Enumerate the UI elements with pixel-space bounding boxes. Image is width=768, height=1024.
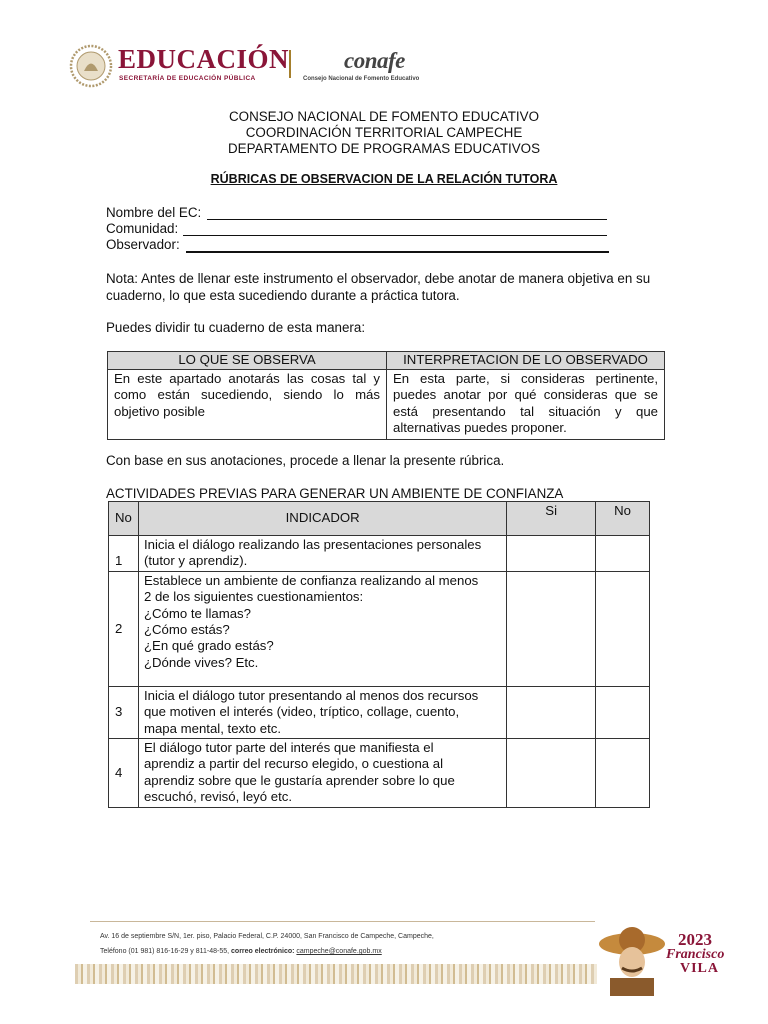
indicator-line: Establece un ambiente de confianza realizando al menos (143, 572, 479, 588)
notebook-header-observa: LO QUE SE OBSERVA (108, 352, 387, 370)
indicator-line: escuchó, revisó, leyó etc. (143, 789, 293, 805)
indicator-line: Inicia el diálogo tutor presentando al menos dos recursos (143, 687, 479, 703)
rubric-table (108, 501, 650, 808)
badge-name-first: Francisco (666, 947, 725, 962)
rubric-no-cell[interactable] (596, 739, 650, 808)
badge-year: 2023 (678, 930, 712, 949)
conafe-logo-subtitle: Consejo Nacional de Fomento Educativo (303, 76, 420, 82)
rubric-row-number: 1 (109, 536, 139, 572)
indicator-line: ¿Dónde vives? Etc. (143, 654, 259, 670)
rubric-row-number: 3 (109, 686, 139, 738)
document-title: RÚBRICAS DE OBSERVACION DE LA RELACIÓN TUTORA (210, 172, 558, 186)
rubric-header-no-answer: No (596, 502, 650, 536)
footer-phone: Teléfono (01 981) 816-16-29 y 811-48-55, (100, 948, 230, 955)
badge-name-last: VILA (680, 961, 720, 976)
notebook-header-interpretacion: INTERPRETACION DE LO OBSERVADO (387, 352, 665, 370)
footer-email-link[interactable]: campeche@conafe.gob.mx (296, 948, 382, 955)
rubric-indicator (138, 686, 506, 738)
footer-email-label: correo electrónico: (231, 948, 295, 955)
institution-line-3: DEPARTAMENTO DE PROGRAMAS EDUCATIVOS (228, 141, 540, 156)
rubric-si-cell[interactable] (507, 571, 596, 686)
rubric-header-si: Si (507, 502, 596, 536)
footer-contact (100, 948, 382, 955)
rubric-si-cell[interactable] (507, 739, 596, 808)
mexico-seal-icon (69, 44, 113, 88)
rubric-no-cell[interactable] (596, 686, 650, 738)
notebook-cell-observa: En este apartado anotarás las cosas tal y como están sucediendo, siendo lo más objetivo posible (108, 370, 387, 440)
indicator-line: que motiven el interés (video, tríptico, collage, cuento, (143, 704, 460, 720)
indicator-line: aprendiz a partir del recurso elegido, o cuestiona al (143, 756, 444, 772)
rubric-indicator (138, 571, 506, 686)
logo-divider (289, 50, 291, 78)
field-label-observador: Observador: (106, 237, 180, 252)
indicator-line: aprendiz sobre que le gustaría aprender sobre lo que (143, 772, 455, 788)
decorative-pattern (75, 964, 597, 984)
rubric-header-no: No (109, 502, 139, 536)
rubric-si-cell[interactable] (507, 686, 596, 738)
rubric-indicator (138, 739, 506, 808)
rubric-no-cell[interactable] (596, 536, 650, 572)
rubric-row-number: 2 (109, 571, 139, 686)
rubric-row-number: 4 (109, 739, 139, 808)
indicator-line: (tutor y aprendiz). (143, 553, 248, 569)
rubric-si-cell[interactable] (507, 536, 596, 572)
field-line-observador[interactable] (186, 251, 609, 253)
note-paragraph: Nota: Antes de llenar este instrumento el observador, debe anotar de manera objetiva en su cuaderno, lo que esta sucediendo durante a práctica tutora. (106, 271, 651, 303)
divide-paragraph: Puedes dividir tu cuaderno de esta manera: (106, 320, 366, 335)
institution-line-2: COORDINACIÓN TERRITORIAL CAMPECHE (245, 125, 523, 140)
rubric-section-title: ACTIVIDADES PREVIAS PARA GENERAR UN AMBIENTE DE CONFIANZA (106, 486, 564, 501)
footer-address: Av. 16 de septiembre S/N, 1er. piso, Palacio Federal, C.P. 24000, San Francisco de Campeche, Campeche, (100, 933, 434, 940)
sep-logo-subtitle: SECRETARÍA DE EDUCACIÓN PÚBLICA (119, 75, 256, 82)
notebook-table (107, 351, 665, 440)
field-label-nombre: Nombre del EC: (106, 205, 202, 220)
table-row (109, 536, 650, 572)
indicator-line: Inicia el diálogo realizando las presentaciones personales (143, 537, 482, 552)
field-line-comunidad[interactable] (183, 235, 607, 236)
table-row (109, 739, 650, 808)
rubric-indicator (138, 536, 506, 572)
field-line-nombre[interactable] (207, 219, 607, 220)
table-row (109, 686, 650, 738)
table-row (109, 571, 650, 686)
base-paragraph: Con base en sus anotaciones, procede a llenar la presente rúbrica. (106, 453, 505, 468)
footer-divider (90, 921, 595, 922)
indicator-line: El diálogo tutor parte del interés que manifiesta el (143, 740, 434, 756)
indicator-line: ¿Cómo estás? (143, 622, 230, 638)
rubric-no-cell[interactable] (596, 571, 650, 686)
indicator-line: ¿En qué grado estás? (143, 638, 274, 654)
field-label-comunidad: Comunidad: (106, 221, 179, 236)
indicator-line: ¿Cómo te llamas? (143, 605, 251, 621)
institution-line-1: CONSEJO NACIONAL DE FOMENTO EDUCATIVO (228, 109, 539, 124)
notebook-cell-interpretacion: En esta parte, si consideras pertinente, puedes anotar por qué consideras que se está presentando tal situación y que alternativas puedes proponer. (387, 370, 665, 440)
indicator-line: 2 de los siguientes cuestionamientos: (143, 589, 364, 605)
conafe-logo-text: conafe (344, 48, 405, 73)
educacion-logo-text: EDUCACIÓN (118, 44, 290, 74)
rubric-header-indicator: INDICADOR (138, 502, 506, 536)
indicator-line: mapa mental, texto etc. (143, 720, 282, 736)
